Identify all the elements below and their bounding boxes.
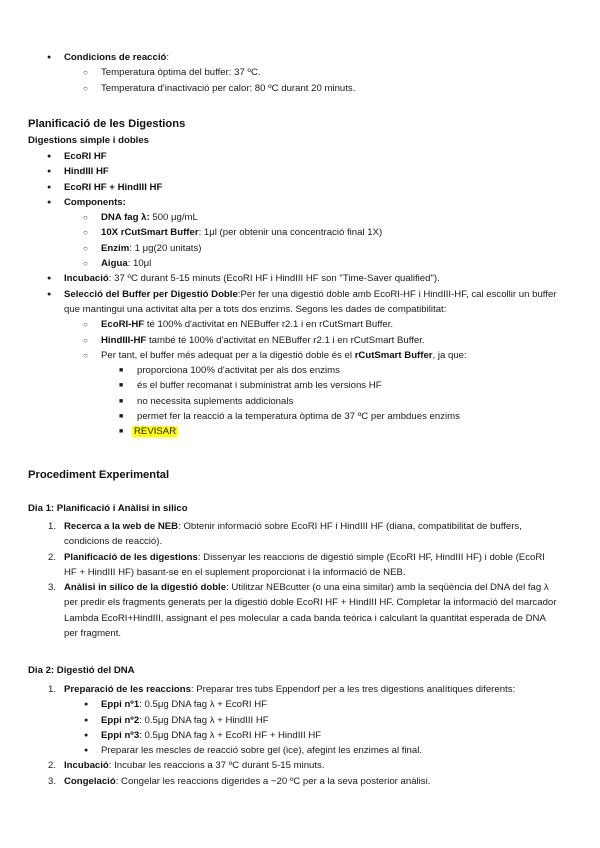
list-item: ● Eppi nº3: 0.5μg DNA fag λ + EcoRI HF + HindIII HF: [64, 728, 560, 743]
list-item: 3. Congelació: Congelar les reaccions digerides a −20 ºC per a la seva posterior anàlisi.: [48, 775, 431, 787]
list-item: ○ 10X rCutSmart Buffer: 1μl (per obtenir una concentració final 1X): [0, 225, 560, 240]
list-item: ○ Enzim: 1 μg(20 unitats): [0, 241, 560, 256]
list-item: ■ no necessita suplements addicionals: [0, 394, 560, 409]
list-item: ○ Per tant, el buffer més adequat per a la digestió doble és el rCutSmart Buffer, ja que:: [0, 348, 560, 363]
list-item: 2. Planificació de les digestions: Dissenyar les reaccions de digestió simple (EcoRI HF, HindIII HF) i doble (EcoRI HF + HindIII HF) basant-se en el suplement proporcionat i la informació de NEB.: [48, 551, 545, 578]
list-item: ● Eppi nº2: 0.5μg DNA fag λ + HindIII HF: [64, 713, 560, 728]
list-item: ● EcoRI HF: [0, 149, 560, 164]
list-item: ○ DNA fag λ: 500 μg/mL: [0, 210, 560, 225]
day1-title: Dia 1: Planificació i Anàlisi in silico: [28, 503, 188, 514]
list-item: 1. Preparació de les reaccions: Preparar tres tubs Eppendorf per a les tres digestions analítiques diferents: ● Eppi nº1: 0.5μg DNA fag λ + EcoRI HF ● Eppi nº2: 0.5μg DNA fag λ + HindIII HF ● Eppi nº3: 0.5μg DNA fag λ + EcoRI HF + HindIII HF ● Preparar les mescles de reacció sobre gel (ice), afegint les enzimes al final.: [0, 682, 600, 758]
list-item: ○ HindIII-HF també té 100% d'activitat en NEBuffer r2.1 i en rCutSmart Buffer.: [0, 333, 560, 348]
list-item: ○ EcoRI-HF té 100% d'activitat en NEBuffer r2.1 i en rCutSmart Buffer.: [0, 317, 560, 332]
day2-title: Dia 2: Digestió del DNA: [28, 665, 135, 676]
list-item: ● Selecció del Buffer per Digestió Doble:Per fer una digestió doble amb EcoRI-HF i HindIII-HF, cal escollir un buffer que mantingui una activitat alta per a tots dos enzims. Segons les dades de compatibilitat:: [0, 287, 560, 318]
list-item: ● Components:: [0, 195, 560, 210]
day1-steps: [0, 519, 600, 641]
section-title-planning: Planificació de les Digestions: [28, 118, 186, 130]
list-item: ● Preparar les mescles de reacció sobre gel (ice), afegint les enzimes al final.: [64, 743, 560, 758]
list-item: ● HindIII HF: [0, 164, 560, 179]
reaction-conditions-list: [0, 50, 600, 96]
subtitle-digestions: Digestions simple i dobles: [28, 135, 150, 146]
list-item: ○ Aigua: 10μl: [0, 256, 560, 271]
day2-steps: [0, 682, 600, 789]
highlight-revisar: REVISAR: [134, 426, 177, 438]
eppi-list: [64, 697, 560, 758]
list-item: 1. Recerca a la web de NEB: Obtenir informació sobre EcoRI HF i HindIII HF (diana, compatibilitat de buffers, condicions de reacció).: [48, 521, 522, 548]
list-item: ● Condicions de reacció:: [0, 50, 600, 65]
list-item: ■ és el buffer recomanat i subministrat amb les versions HF: [0, 378, 560, 393]
list-item: ○ Temperatura d'inactivació per calor: 80 ºC durant 20 minuts.: [0, 81, 600, 96]
list-item-highlight: [0, 424, 560, 439]
list-item: 3. Anàlisi in silico de la digestió doble: Utilitzar NEBcutter (o una eina similar) amb la seqüència del DNA del fag λ per predir els fragments generats per la digestió doble EcoRI HF + HindIII HF. Completar la informació del marcador Lambda EcoRI+HindIII, assignant el pes molecular a cada banda teòrica i calculant la quantitat esperada de DNA per fragment.: [48, 582, 557, 640]
item-label: Condicions de reacció: [64, 52, 167, 63]
list-item: ■ proporciona 100% d'activitat per als dos enzims: [0, 363, 560, 378]
list-item: ■ permet fer la reacció a la temperatura òptima de 37 ºC per ambdues enzims: [0, 409, 560, 424]
list-item: ● Eppi nº1: 0.5μg DNA fag λ + EcoRI HF: [64, 697, 560, 712]
list-item: ● Incubació: 37 ºC durant 5-15 minuts (EcoRI HF i HindIII HF son "Time-Saver qualified").: [0, 271, 560, 286]
list-item: 2. Incubació: Incubar les reaccions a 37 ºC durant 5-15 minuts.: [48, 760, 325, 772]
section-title-procedure: Procediment Experimental: [28, 469, 170, 481]
list-item: ○ Temperatura òptima del buffer: 37 ºC.: [0, 65, 600, 80]
digestions-list: [0, 149, 600, 440]
list-item: ● EcoRI HF + HindIII HF: [0, 180, 560, 195]
